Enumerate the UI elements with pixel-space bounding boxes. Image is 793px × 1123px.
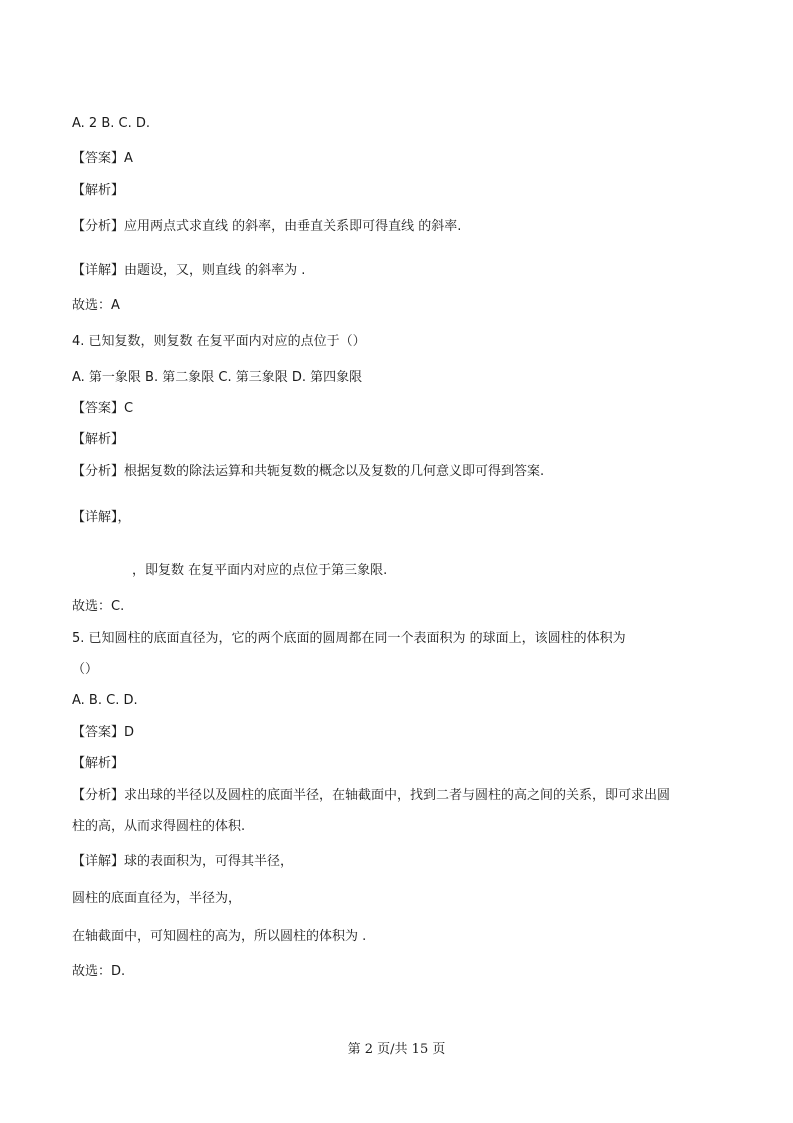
q3-answer: 【答案】A [72,151,133,166]
q3-options: A. 2 B. C. D. [72,116,150,131]
q3-choice: 故选：A [72,298,120,313]
q5-detail-2: 圆柱的底面直径为，半径为， [72,891,242,906]
q5-analysis-continued: 柱的高，从而求得圆柱的体积. [72,819,246,834]
q3-analysis: 【分析】应用两点式求直线 的斜率，由垂直关系即可得直线 的斜率. [72,219,462,234]
q5-answer: 【答案】D [72,725,135,740]
q5-analysis-heading: 【解析】 [72,756,125,771]
q4-detail: 【详解】， [72,510,131,525]
q4-options: A. 第一象限 B. 第二象限 C. 第三象限 D. 第四象限 [72,370,363,385]
q5-choice: 故选：D. [72,964,126,979]
q5-options: A. B. C. D. [72,693,138,708]
q4-detail-continued: ，即复数 在复平面内对应的点位于第三象限. [132,563,388,578]
q5-detail: 【详解】球的表面积为，可得其半径， [72,854,294,869]
page-footer: 第 2 页/共 15 页 [347,1042,446,1057]
q4-analysis-heading: 【解析】 [72,432,125,447]
q3-detail: 【详解】由题设，又，则直线 的斜率为 . [72,263,306,278]
q4-stem: 4. 已知复数，则复数 在复平面内对应的点位于（） [72,334,366,349]
q4-analysis: 【分析】根据复数的除法运算和共轭复数的概念以及复数的几何意义即可得到答案. [72,464,545,479]
q4-choice: 故选：C. [72,599,125,614]
q5-detail-3: 在轴截面中，可知圆柱的高为，所以圆柱的体积为 . [72,929,367,944]
q4-answer: 【答案】C [72,401,134,416]
q5-analysis: 【分析】求出球的半径以及圆柱的底面半径，在轴截面中，找到二者与圆柱的高之间的关系，即可求出圆 [72,788,671,803]
q3-analysis-heading: 【解析】 [72,183,125,198]
q5-stem-continued: （） [72,662,99,677]
q5-stem: 5. 已知圆柱的底面直径为，它的两个底面的圆周都在同一个表面积为 的球面上，该圆柱的体积为 [72,631,626,646]
